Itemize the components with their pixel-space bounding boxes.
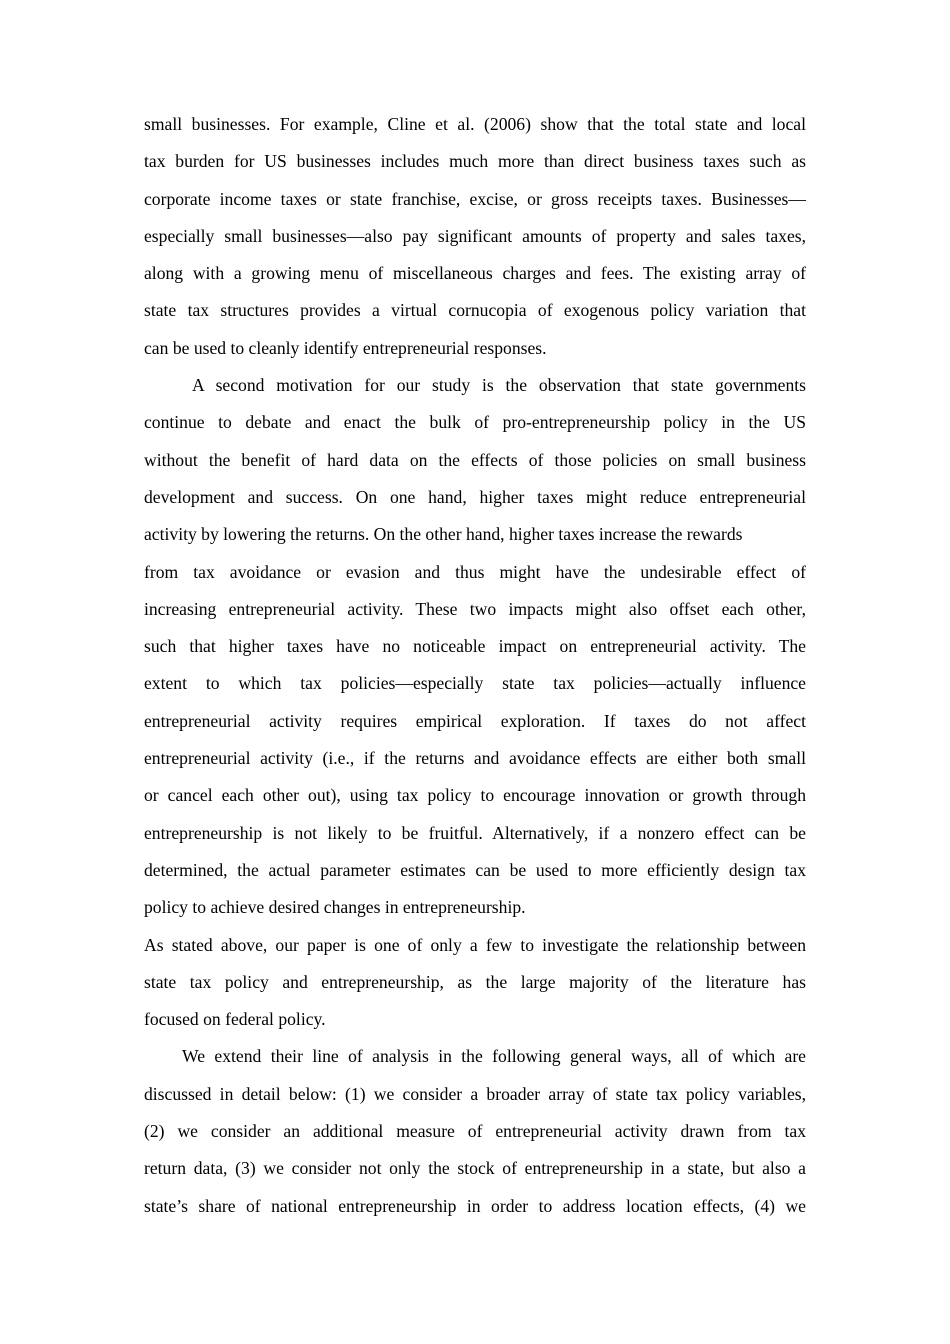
document-page (144, 106, 806, 1225)
paragraph-1 (144, 106, 806, 367)
text-line: A second motivation for our study is the observation that state governments (192, 375, 806, 396)
text-line: As stated above, our paper is one of only a few to investigate the relationship between (144, 934, 806, 955)
paragraph-2 (144, 367, 806, 926)
text-line: (2) we consider an additional measure of entrepreneurial activity drawn from tax (144, 1121, 806, 1142)
text-line: development and success. On one hand, higher taxes might reduce entrepreneurial (144, 486, 806, 507)
text-line: entrepreneurial activity requires empirical exploration. If taxes do not affect (144, 710, 806, 731)
text-line: policy to achieve desired changes in entrepreneurship. (144, 897, 526, 918)
text-line: corporate income taxes or state franchise, excise, or gross receipts taxes. Businesses— (144, 188, 806, 209)
text-line: along with a growing menu of miscellaneous charges and fees. The existing array of (144, 263, 806, 284)
text-line: from tax avoidance or evasion and thus might have the undesirable effect of (144, 561, 806, 582)
text-line: increasing entrepreneurial activity. These two impacts might also offset each other, (144, 598, 806, 619)
text-line: state tax structures provides a virtual cornucopia of exogenous policy variation that (144, 300, 806, 321)
text-line: continue to debate and enact the bulk of pro-entrepreneurship policy in the US (144, 412, 806, 433)
text-line: extent to which tax policies—especially state tax policies—actually influence (144, 673, 806, 694)
text-line: entrepreneurial activity (i.e., if the returns and avoidance effects are either both small (144, 748, 806, 769)
text-line: return data, (3) we consider not only the stock of entrepreneurship in a state, but also a (144, 1158, 806, 1179)
text-line: can be used to cleanly identify entrepreneurial responses. (144, 337, 547, 358)
text-line: discussed in detail below: (1) we consider a broader array of state tax policy variables, (144, 1083, 806, 1104)
paragraph-3 (144, 927, 806, 1039)
text-line: state’s share of national entrepreneurship in order to address location effects, (4) we (144, 1195, 806, 1216)
text-line: without the benefit of hard data on the effects of those policies on small business (144, 449, 806, 470)
paragraph-4 (144, 1038, 806, 1224)
text-line: such that higher taxes have no noticeable impact on entrepreneurial activity. The (144, 636, 806, 657)
text-line: determined, the actual parameter estimates can be used to more efficiently design tax (144, 859, 806, 880)
text-line: entrepreneurship is not likely to be fruitful. Alternatively, if a nonzero effect can be (144, 822, 806, 843)
text-line: activity by lowering the returns. On the other hand, higher taxes increase the rewards (144, 524, 743, 545)
text-line: state tax policy and entrepreneurship, as the large majority of the literature has (144, 971, 806, 992)
text-line: tax burden for US businesses includes much more than direct business taxes such as (144, 151, 806, 172)
text-line: focused on federal policy. (144, 1009, 326, 1030)
text-line: especially small businesses—also pay significant amounts of property and sales taxes, (144, 225, 806, 246)
text-line: or cancel each other out), using tax policy to encourage innovation or growth through (144, 785, 806, 806)
text-line: small businesses. For example, Cline et al. (2006) show that the total state and local (144, 114, 806, 134)
text-line: We extend their line of analysis in the following general ways, all of which are (182, 1046, 806, 1067)
